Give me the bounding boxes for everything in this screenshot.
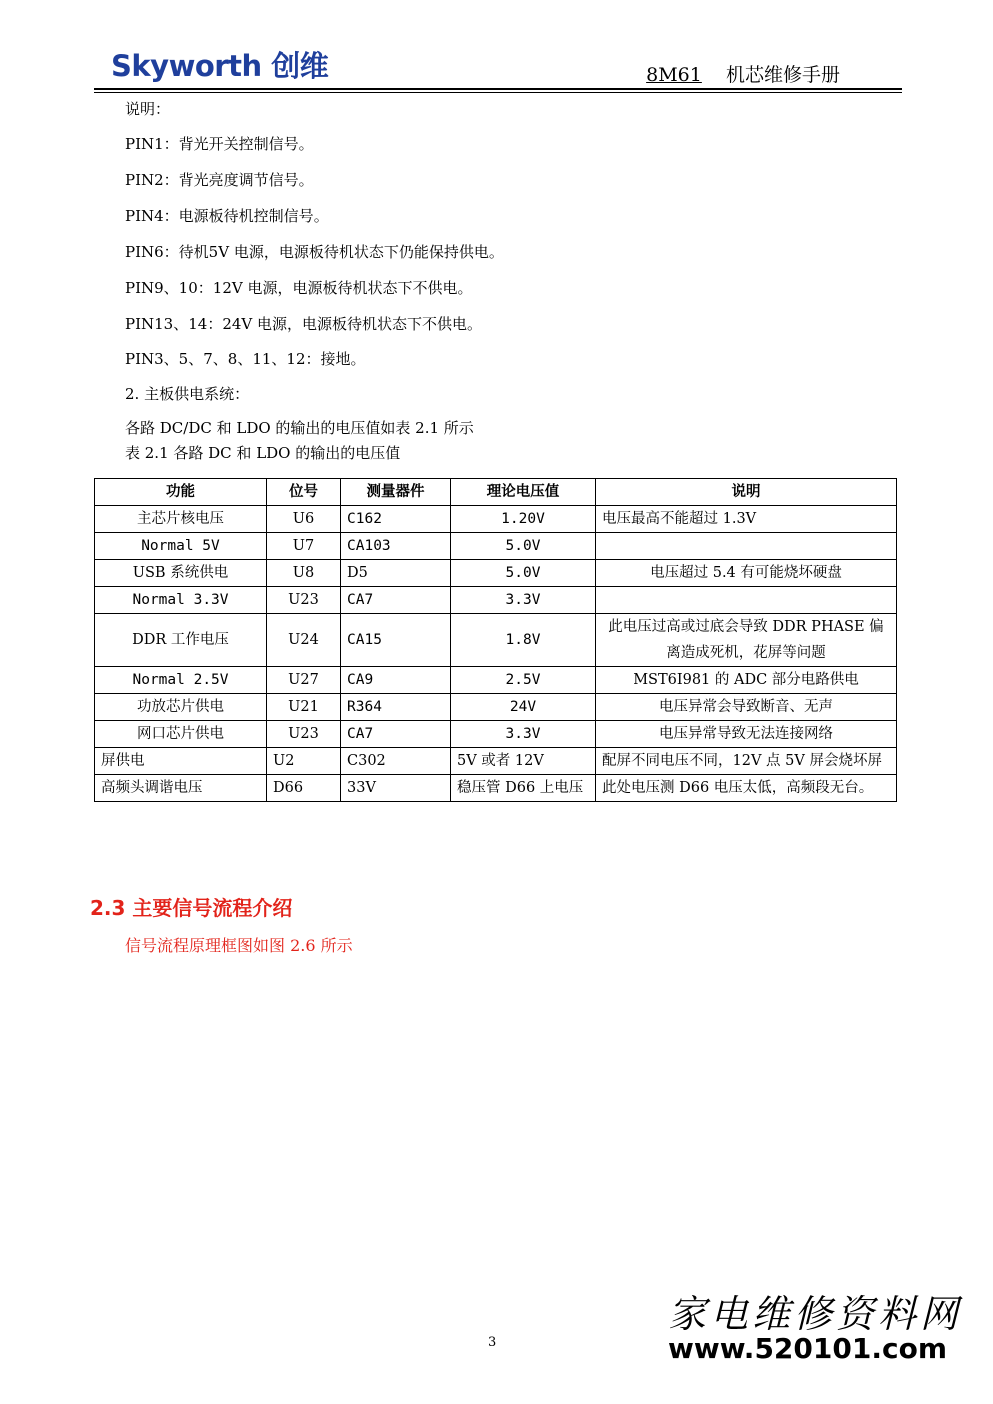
table-cell: 电压最高不能超过 1.3V [596,506,897,533]
table-cell: 5V 或者 12V [451,748,596,775]
column-header: 功能 [95,479,267,506]
table-cell: 3.3V [451,721,596,748]
table-cell: CA103 [341,533,451,560]
pin-note: PIN2：背光亮度调节信号。 [125,171,314,189]
table-cell: D5 [341,560,451,587]
table-cell: U27 [267,667,341,694]
table-cell: 33V [341,775,451,802]
table-cell: C162 [341,506,451,533]
model-number: 8M61 [646,64,702,86]
pin-note: PIN13、14：24V 电源，电源板待机状态下不供电。 [125,315,483,333]
pin-note: PIN4：电源板待机控制信号。 [125,207,329,225]
table-cell: 24V [451,694,596,721]
notes-heading: 说明： [125,100,171,118]
table-row [95,506,897,533]
header-rule [94,88,902,90]
table-cell: U23 [267,587,341,614]
signal-flow-reference: 信号流程原理框图如图 2.6 所示 [125,936,353,955]
table-cell: U2 [267,748,341,775]
table-row [95,775,897,802]
table-cell: CA7 [341,721,451,748]
table-cell: 配屏不同电压不同，12V 点 5V 屏会烧坏屏 [596,748,897,775]
table-row [95,614,897,667]
table-cell: 1.8V [451,614,596,667]
table-cell: U21 [267,694,341,721]
table-cell: 3.3V [451,587,596,614]
table-cell: 此处电压测 D66 电压太低，高频段无台。 [596,775,897,802]
table-caption: 表 2.1 各路 DC 和 LDO 的输出的电压值 [125,444,401,462]
table-cell: Normal 3.3V [95,587,267,614]
table-cell: 5.0V [451,533,596,560]
table-cell: 屏供电 [95,748,267,775]
table-cell: 主芯片核电压 [95,506,267,533]
table-row [95,667,897,694]
section-heading-power: 2. 主板供电系统： [125,385,250,403]
table-cell [596,533,897,560]
pin-note: PIN9、10：12V 电源，电源板待机状态下不供电。 [125,279,473,297]
table-cell: 稳压管 D66 上电压 [451,775,596,802]
column-header: 理论电压值 [451,479,596,506]
section-heading-signal-flow: 2.3 主要信号流程介绍 [90,896,293,920]
table-cell: MST6I981 的 ADC 部分电路供电 [596,667,897,694]
table-cell: 2.5V [451,667,596,694]
table-cell: U8 [267,560,341,587]
column-header: 说明 [596,479,897,506]
table-cell: CA7 [341,587,451,614]
column-header: 位号 [267,479,341,506]
table-cell: R364 [341,694,451,721]
table-cell: CA15 [341,614,451,667]
table-row [95,721,897,748]
table-cell: 5.0V [451,560,596,587]
pin-note: PIN3、5、7、8、11、12：接地。 [125,350,366,368]
table-cell: 功放芯片供电 [95,694,267,721]
table-row [95,694,897,721]
skyworth-logo: Skyworth 创维 [111,49,329,83]
table-row [95,587,897,614]
table-row [95,560,897,587]
page-number: 3 [488,1335,497,1350]
table-cell: 电压超过 5.4 有可能烧坏硬盘 [596,560,897,587]
table-cell: 高频头调谐电压 [95,775,267,802]
table-header-row [95,479,897,506]
table-cell: U6 [267,506,341,533]
table-cell: C302 [341,748,451,775]
table-cell: U7 [267,533,341,560]
table-cell: Normal 2.5V [95,667,267,694]
table-cell [596,587,897,614]
table-row [95,533,897,560]
manual-header-title [622,60,898,87]
voltage-table [94,478,897,802]
section-intro: 各路 DC/DC 和 LDO 的输出的电压值如表 2.1 所示 [125,419,474,437]
table-cell: U24 [267,614,341,667]
watermark-site-name: 家电维修资料网 [668,1292,963,1336]
manual-title: 机芯维修手册 [726,64,841,86]
watermark-url: www.520101.com [668,1332,947,1365]
pin-note: PIN1：背光开关控制信号。 [125,135,314,153]
table-cell: 电压异常导致无法连接网络 [596,721,897,748]
header-rule-thin [94,92,902,93]
table-cell: 电压异常会导致断音、无声 [596,694,897,721]
table-row [95,748,897,775]
table-cell: 1.20V [451,506,596,533]
column-header: 测量器件 [341,479,451,506]
table-cell: CA9 [341,667,451,694]
pin-note: PIN6：待机5V 电源，电源板待机状态下仍能保持供电。 [125,243,504,261]
table-cell: 此电压过高或过底会导致 DDR PHASE 偏离造成死机，花屏等问题 [596,614,897,667]
table-cell: U23 [267,721,341,748]
table-cell: USB 系统供电 [95,560,267,587]
table-cell: D66 [267,775,341,802]
table-cell: DDR 工作电压 [95,614,267,667]
table-cell: Normal 5V [95,533,267,560]
table-cell: 网口芯片供电 [95,721,267,748]
